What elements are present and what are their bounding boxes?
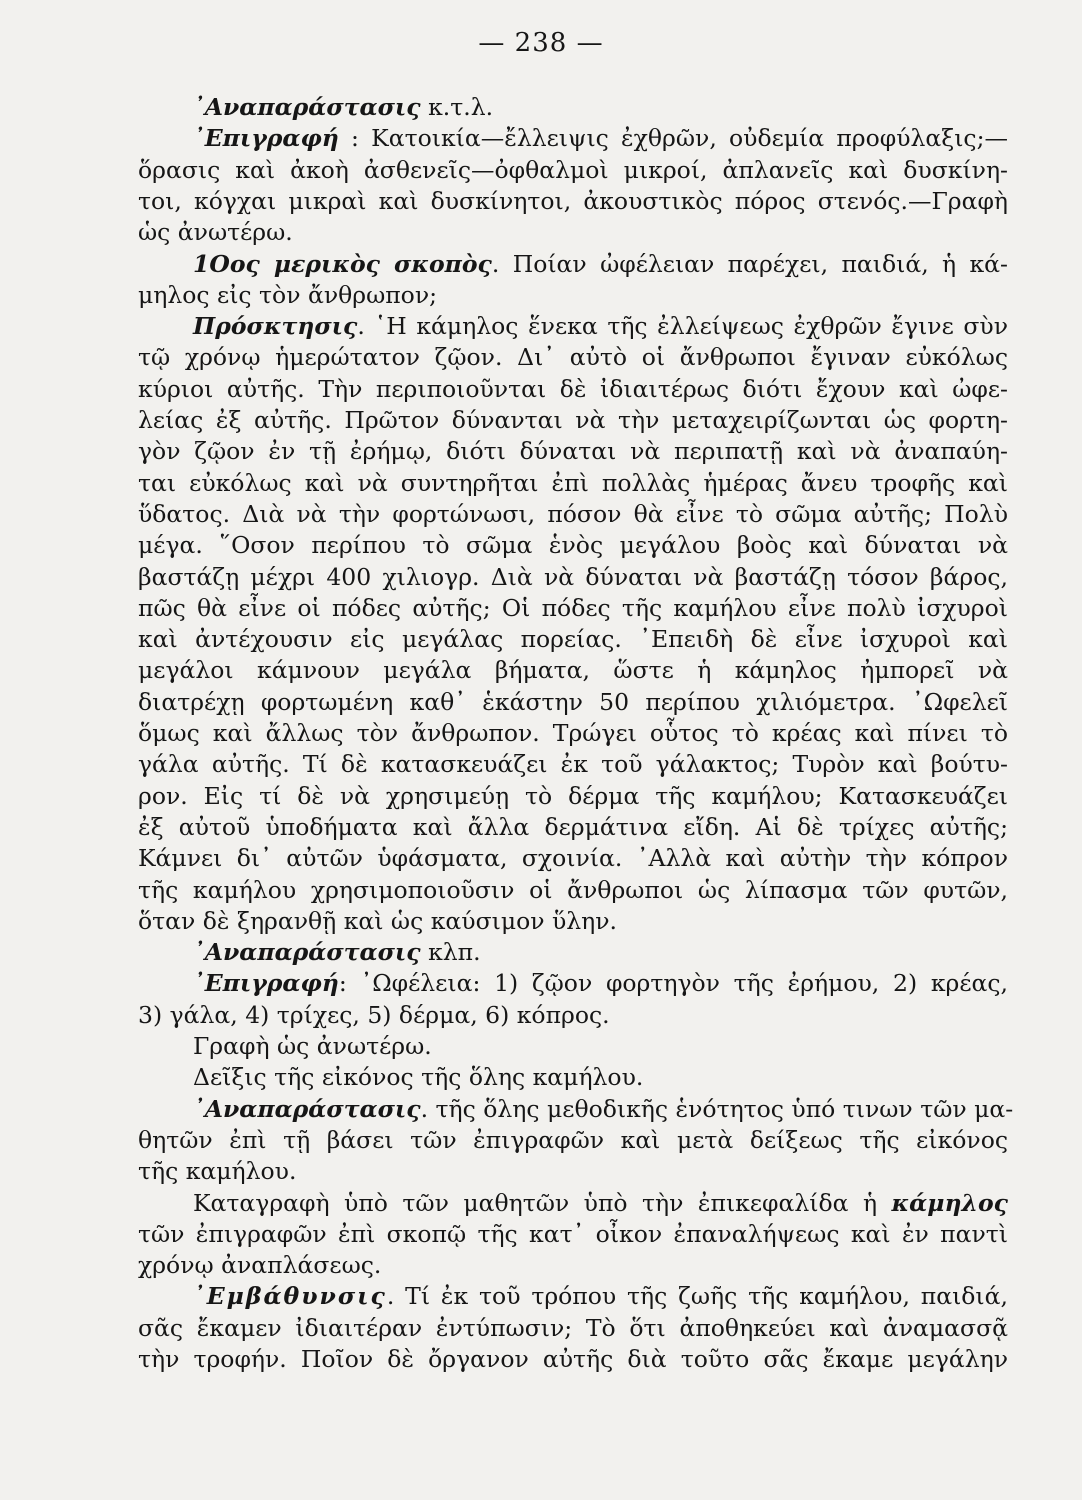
section-heading: ᾿Εμβάθυνσις xyxy=(193,1282,387,1311)
line-text: μέγα. ῞Οσον περίπου τὸ σῶμα ἑνὸς μεγάλου βοὸς καὶ δύναται νὰ xyxy=(138,531,1008,560)
text-line xyxy=(138,436,1008,466)
line-text: τῶν ἐπιγραφῶν ἐπὶ σκοπῷ τῆς κατ᾿ οἶκον ἐπαναλήψεως καὶ ἐν παντὶ xyxy=(138,1219,1008,1248)
line-text: ὡς ἀνωτέρω. xyxy=(138,218,293,247)
text-line xyxy=(138,1062,1008,1092)
line-text: ὕδατος. Διὰ νὰ τὴν φορτώνωσι, πόσον θὰ εἶνε τὸ σῶμα αὐτῆς; Πολὺ xyxy=(138,499,1008,528)
line-text: θητῶν ἐπὶ τῇ βάσει τῶν ἐπιγραφῶν καὶ μετὰ δείξεως τῆς εἰκόνος xyxy=(138,1125,1008,1154)
line-text: . τῆς ὅλης μεθοδικῆς ἑνότητος ὑπό τινων τῶν μα- xyxy=(420,1094,1014,1123)
line-text: λείας ἐξ αὐτῆς. Πρῶτον δύνανται νὰ τὴν μεταχειρίζωνται ὡς φορτη- xyxy=(138,406,1008,434)
text-line xyxy=(138,1125,1008,1155)
text-line xyxy=(138,718,1008,748)
line-text: Κάμνει δι᾿ αὐτῶν ὑφάσματα, σχοινία. ᾿Αλλὰ καὶ αὐτὴν τὴν κόπρον xyxy=(138,844,1008,873)
text-line xyxy=(138,311,1008,341)
text-line xyxy=(138,1031,1008,1061)
text-line xyxy=(138,280,1008,310)
text-line xyxy=(138,92,1008,122)
line-text: κύριοι αὐτῆς. Τὴν περιποιοῦνται δὲ ἰδιαιτέρως διότι ἔχουν καὶ ὠφε- xyxy=(138,374,1008,403)
line-text: σᾶς ἔκαμεν ἰδιαιτέραν ἐντύπωσιν; Τὸ ὅτι ἀποθηκεύει καὶ ἀναμασσᾷ xyxy=(138,1313,1008,1342)
section-heading: ᾿Επιγραφή xyxy=(193,969,339,998)
text-line xyxy=(138,155,1008,185)
line-text: ὅμως καὶ ἄλλως τὸν ἄνθρωπον. Τρώγει οὗτος τὸ κρέας καὶ πίνει τὸ xyxy=(138,719,1008,747)
line-text: . Ποίαν ὠφέλειαν παρέχει, παιδιά, ἡ κά- xyxy=(491,249,1008,278)
text-line xyxy=(138,530,1008,560)
line-text: . Τί ἐκ τοῦ τρόπου τῆς ζωῆς τῆς καμήλου, παιδιά, xyxy=(386,1282,1008,1311)
line-text: ρον. Εἰς τί δὲ νὰ χρησιμεύῃ τὸ δέρμα τῆς καμήλου; Κατασκευάζει xyxy=(138,781,1008,810)
line-text: γὸν ζῷον ἐν τῇ ἐρήμῳ, διότι δύναται νὰ περιπατῇ καὶ νὰ ἀναπαύη- xyxy=(138,437,1008,466)
line-text: μηλος εἰς τὸν ἄνθρωπον; xyxy=(138,280,438,309)
line-text: μεγάλοι κάμνουν μεγάλα βήματα, ὥστε ἡ κάμηλος ἠμπορεῖ νὰ xyxy=(138,656,1008,685)
line-text: βαστάζῃ μέχρι 400 χιλιογρ. Διὰ νὰ δύναται νὰ βαστάζῃ τόσον βάρος, xyxy=(138,562,1008,591)
section-heading: ᾿Αναπαράστασις xyxy=(193,938,421,967)
line-text: κλπ. xyxy=(420,938,481,967)
text-line xyxy=(138,342,1008,372)
line-text: 3) γάλα, 4) τρίχες, 5) δέρμα, 6) κόπρος. xyxy=(138,1000,610,1029)
text-line xyxy=(138,843,1008,873)
text-line xyxy=(138,1094,1014,1124)
line-text: : Κατοικία—ἔλλειψις ἐχθρῶν, οὐδεμία προφύλαξις;— xyxy=(338,124,1008,153)
line-text: : ᾿Ωφέλεια: 1) ζῷον φορτηγὸν τῆς ἐρήμου, 2) κρέας, xyxy=(338,969,1008,998)
page-number: — 238 — xyxy=(478,28,604,58)
section-heading: Πρόσκτησις xyxy=(193,312,358,341)
text-line xyxy=(138,1313,1008,1343)
text-line xyxy=(138,906,1008,936)
text-line xyxy=(138,1219,1008,1249)
text-line xyxy=(138,217,1008,247)
section-heading: 1Οος μερικὸς σκοπὸς xyxy=(193,249,492,278)
line-text: καὶ ἀντέχουσιν εἰς μεγάλας πορείας. ᾿Επειδὴ δὲ εἶνε ἰσχυροὶ καὶ xyxy=(138,625,1008,654)
line-text: Γραφὴ ὡς ἀνωτέρω. xyxy=(193,1032,432,1060)
line-text: τῆς καμήλου. xyxy=(138,1157,297,1186)
text-line xyxy=(138,468,1008,498)
line-text: κ.τ.λ. xyxy=(420,93,494,121)
line-text: διατρέχῃ φορτωμένη καθ᾿ ἑκάστην 50 περίπου χιλιόμετρα. ᾿Ωφελεῖ xyxy=(138,687,1008,716)
line-text: γάλα αὐτῆς. Τί δὲ κατασκευάζει ἐκ τοῦ γάλακτος; Τυρὸν καὶ βούτυ- xyxy=(138,750,1008,779)
section-heading: ᾿Αναπαράστασις xyxy=(193,1094,421,1123)
line-text: τοι, κόγχαι μικραὶ καὶ δυσκίνητοι, ἀκουστικὸς πόρος στενός.—Γραφὴ xyxy=(138,186,1008,215)
section-heading: ᾿Αναπαράστασις xyxy=(193,93,421,121)
line-text: τῆς καμήλου χρησιμοποιοῦσιν οἱ ἄνθρωποι ὡς λίπασμα τῶν φυτῶν, xyxy=(138,875,1008,904)
text-line xyxy=(138,875,1008,905)
line-text: ὅρασις καὶ ἀκοὴ ἀσθενεῖς—ὀφθαλμοὶ μικροί, ἀπλανεῖς καὶ δυσκίνη- xyxy=(138,155,1008,184)
text-line xyxy=(138,1000,1008,1030)
line-text: . ῾Η κάμηλος ἕνεκα τῆς ἐλλείψεως ἐχθρῶν ἔγινε σὺν xyxy=(357,312,1008,341)
text-line xyxy=(138,1281,1008,1311)
text-line xyxy=(138,1344,1008,1374)
text-line xyxy=(138,499,1008,529)
line-text: ἐξ αὐτοῦ ὑποδήματα καὶ ἄλλα δερμάτινα εἴδη. Αἱ δὲ τρίχες αὐτῆς; xyxy=(138,812,1008,841)
text-line xyxy=(138,562,1008,592)
text-line xyxy=(138,249,1008,279)
line-text: τῷ χρόνῳ ἡμερώτατον ζῷον. Δι᾿ αὐτὸ οἱ ἄνθρωποι ἔγιναν εὐκόλως xyxy=(138,343,1008,372)
section-heading: ᾿Επιγραφή xyxy=(193,124,339,153)
line-text: ὅταν δὲ ξηρανθῇ καὶ ὡς καύσιμον ὕλην. xyxy=(138,906,618,935)
text-line xyxy=(138,1156,1008,1186)
text-line xyxy=(138,1250,1008,1280)
line-text: Καταγραφὴ ὑπὸ τῶν μαθητῶν ὑπὸ τὴν ἐπικεφαλίδα ἡ xyxy=(193,1188,892,1217)
line-text: τὴν τροφήν. Ποῖον δὲ ὄργανον αὐτῆς διὰ τοῦτο σᾶς ἔκαμε μεγάλην xyxy=(138,1345,1008,1373)
line-text: Δεῖξις τῆς εἰκόνος τῆς ὅλης καμήλου. xyxy=(193,1063,644,1092)
text-line xyxy=(138,405,1008,435)
text-line xyxy=(138,123,1008,153)
text-line xyxy=(138,687,1008,717)
text-line xyxy=(138,812,1008,842)
text-line xyxy=(138,624,1008,654)
text-line xyxy=(138,655,1008,685)
text-line xyxy=(138,968,1008,998)
text-line xyxy=(138,593,1008,623)
line-text: πῶς θὰ εἶνε οἱ πόδες αὐτῆς; Οἱ πόδες τῆς καμήλου εἶνε πολὺ ἰσχυροὶ xyxy=(138,593,1008,622)
line-text: χρόνῳ ἀναπλάσεως. xyxy=(138,1251,382,1280)
text-line xyxy=(138,781,1008,811)
line-text: ται εὐκόλως καὶ νὰ συντηρῆται ἐπὶ πολλὰς ἡμέρας ἄνευ τροφῆς καὶ xyxy=(138,468,1008,497)
text-line xyxy=(138,186,1008,216)
text-line xyxy=(138,937,1008,967)
text-line xyxy=(138,1188,1008,1218)
bold-term: κάμηλος xyxy=(891,1188,1008,1217)
text-line xyxy=(138,374,1008,404)
text-line xyxy=(138,749,1008,779)
